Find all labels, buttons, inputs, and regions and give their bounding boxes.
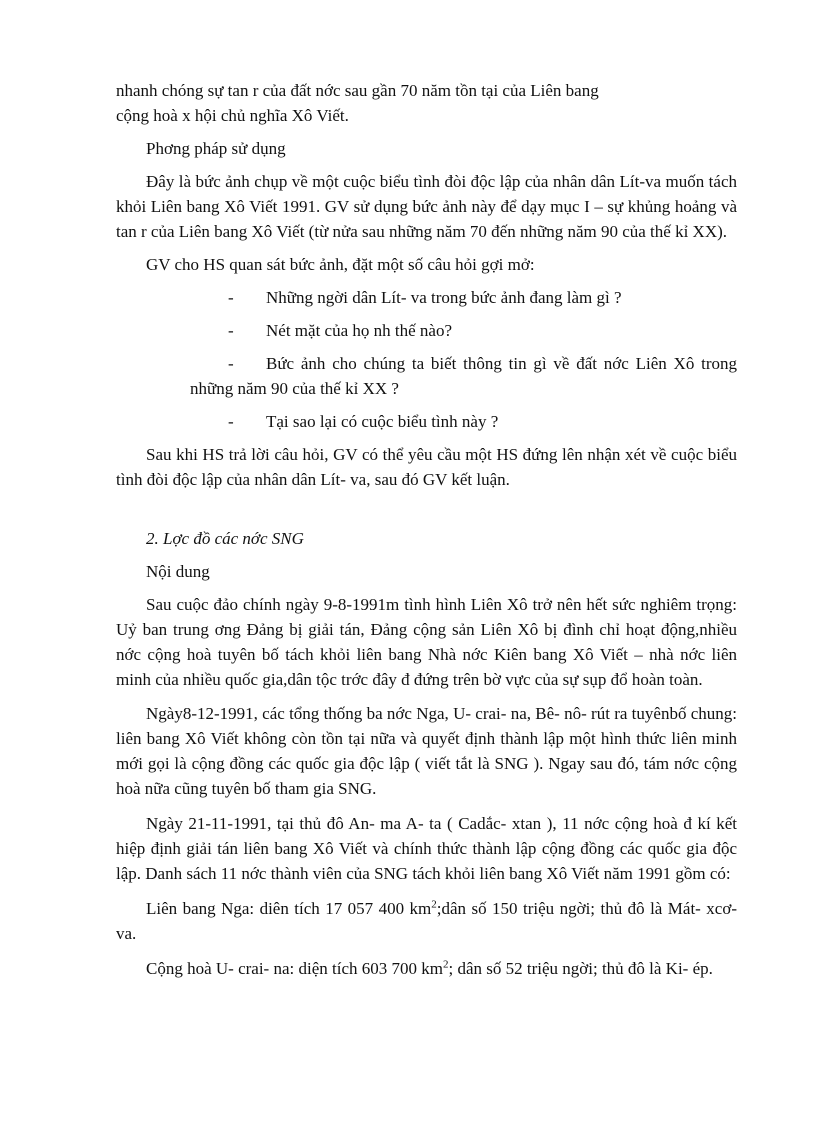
paragraph-intro [116,78,737,128]
paragraph-founding: Ngày8-12-1991, các tổng thống ba nớc Nga, U- crai- na, Bê- nô- rút ra tuyênbố chung: liên bang Xô Viết không còn tồn tại nữa và quyết định thành lập một hình thức liên minh mới gọi là cộng đồng các quốc gia độc lập ( viết tắt là SNG ). Ngay sau đó, tám nớc cộng hoà nữa cũng tuyên bố tham gia SNG. [116,704,737,798]
russia-text-a: Liên bang Nga: diên tích 17 057 400 km [146,899,432,918]
question-text: Bức ảnh cho chúng ta biết thông tin gì về đất nớc Liên Xô trong những năm 90 của thế kỉ XX ? [190,354,737,398]
dash-marker: - [228,354,234,373]
paragraph-coup: Sau cuộc đảo chính ngày 9-8-1991m tình hình Liên Xô trở nên hết sức nghiêm trọng: Uỷ ban trung ơng Đảng bị giải tán, Đảng cộng sản Liên Xô bị đình chỉ hoạt động,nhiều nớc cộng hoà tuyên bố tách khỏi liên bang Nhà nớc Kiên bang Xô Viết – nhà nớc liên minh của nhiều quốc gia,dân tộc trớc đây đ đứng trên bờ vực của sự sụp đổ hoàn toàn. [116,595,737,689]
question-item [228,285,737,310]
question-item [228,318,737,343]
paragraph-photo-description: Đây là bức ảnh chụp về một cuộc biểu tình đòi độc lập của nhân dân Lít-va muốn tách khỏi Liên bang Xô Viết 1991. GV sử dụng bức ảnh này để dạy mục I – sự khủng hoảng và tan r của Liên bang Xô Viết (từ nửa sau những năm 70 đến những năm 90 của thế kỉ XX). [116,172,737,241]
section-heading-sng-map: 2. Lợc đồ các nớc SNG [146,529,304,548]
document-page [116,78,737,981]
ukraine-text-a: Cộng hoà U- crai- na: diện tích 603 700 km [146,959,443,978]
question-item [190,351,737,401]
question-text: Tại sao lại có cuộc biểu tình này ? [266,412,499,431]
paragraph-alma-ata: Ngày 21-11-1991, tại thủ đô An- ma A- ta ( Cadắc- xtan ), 11 nớc cộng hoà đ kí kết hiệp định giải tán liên bang Xô Viết và chính thức thành lập cộng đồng các quốc gia độc lập. Danh sách 11 nớc thành viên của SNG tách khỏi liên bang Xô Viết năm 1991 gồm có: [116,814,737,883]
dash-marker: - [228,412,234,431]
ukraine-text-b: ; dân số 52 triệu ngời; thủ đô là Ki- ép. [448,959,713,978]
heading-content: Nội dung [146,562,210,581]
dash-marker: - [228,321,234,340]
russia-text-b: ;dân số 150 triệu ngời; thủ đô là Mát- xcơ- va. [116,899,737,943]
paragraph-ukraine [116,956,737,981]
ukraine-superscript: 2 [442,958,449,971]
paragraph-questions-intro: GV cho HS quan sát bức ảnh, đặt một số câu hỏi gợi mở: [146,255,535,274]
paragraph-conclusion: Sau khi HS trả lời câu hỏi, GV có thể yêu cầu một HS đứng lên nhận xét về cuộc biểu tình đòi độc lập của nhân dân Lít- va, sau đó GV kết luận. [116,445,737,489]
dash-marker: - [228,288,234,307]
question-item [228,409,737,434]
heading-method: Phơng pháp sử dụng [146,139,286,158]
paragraph-intro-line1: nhanh chóng sự tan r của đất nớc sau gần 70 năm tồn tại của Liên bang [116,81,599,100]
question-text: Nét mặt của họ nh thế nào? [266,321,452,340]
question-text: Những ngời dân Lít- va trong bức ảnh đang làm gì ? [266,288,622,307]
paragraph-intro-line2: cộng hoà x hội chủ nghĩa Xô Viết. [116,106,349,125]
paragraph-russia [116,896,737,946]
russia-superscript: 2 [431,898,437,911]
